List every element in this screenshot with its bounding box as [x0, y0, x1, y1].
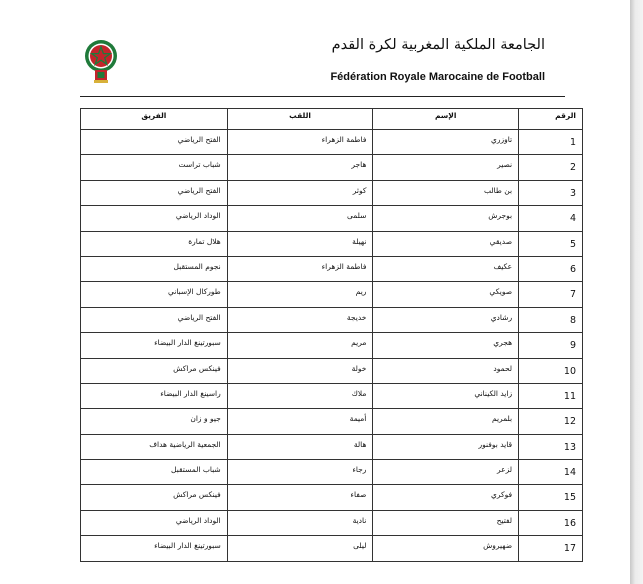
table-row	[81, 333, 583, 358]
cell-team: فينكس مراكش	[81, 358, 228, 383]
table-row	[81, 180, 583, 205]
cell-title: سلمى	[227, 206, 373, 231]
cell-number: 15	[519, 485, 583, 510]
cell-number: 4	[519, 206, 583, 231]
cell-title: أميمة	[227, 409, 373, 434]
table-row	[81, 358, 583, 383]
cell-name: قايد بوفنور	[373, 434, 519, 459]
cell-number: 8	[519, 307, 583, 332]
cell-number: 12	[519, 409, 583, 434]
federation-title-french: Fédération Royale Marocaine de Football	[330, 71, 545, 83]
table-body	[81, 130, 583, 562]
cell-team: الجمعية الرياضية هداف	[81, 434, 228, 459]
cell-number: 16	[519, 510, 583, 535]
cell-name: فوكري	[373, 485, 519, 510]
cell-number: 7	[519, 282, 583, 307]
frmf-crest-icon	[83, 39, 119, 85]
page-edge-shadow	[630, 0, 643, 584]
cell-title: ملاك	[227, 383, 373, 408]
column-header-team: الفريق	[81, 109, 228, 130]
table-row	[81, 256, 583, 281]
cell-team: نجوم المستقبل	[81, 256, 228, 281]
cell-name: لفتيح	[373, 510, 519, 535]
cell-title: فاطمة الزهراء	[227, 256, 373, 281]
cell-team: الفتح الرياضي	[81, 130, 228, 155]
column-header-title: اللقب	[227, 109, 373, 130]
table-header-row	[81, 109, 583, 130]
table-row	[81, 485, 583, 510]
table-row	[81, 409, 583, 434]
cell-name: بلمريم	[373, 409, 519, 434]
federation-title-arabic: الجامعة الملكية المغربية لكرة القدم	[331, 37, 545, 53]
cell-team: سبورتينغ الدار البيضاء	[81, 333, 228, 358]
table-row	[81, 155, 583, 180]
cell-name: بوجرش	[373, 206, 519, 231]
cell-title: هاجر	[227, 155, 373, 180]
cell-name: ضهيروش	[373, 536, 519, 561]
cell-title: نادية	[227, 510, 373, 535]
player-roster-table	[80, 108, 583, 562]
table-row	[81, 231, 583, 256]
cell-team: سبورتينغ الدار البيضاء	[81, 536, 228, 561]
cell-number: 9	[519, 333, 583, 358]
cell-title: كوثر	[227, 180, 373, 205]
cell-team: شباب تراست	[81, 155, 228, 180]
cell-name: نصير	[373, 155, 519, 180]
cell-title: مريم	[227, 333, 373, 358]
cell-title: ريم	[227, 282, 373, 307]
cell-number: 6	[519, 256, 583, 281]
cell-title: فاطمة الزهراء	[227, 130, 373, 155]
cell-team: الوداد الرياضي	[81, 206, 228, 231]
cell-name: تاوزري	[373, 130, 519, 155]
table-row	[81, 206, 583, 231]
cell-number: 5	[519, 231, 583, 256]
cell-title: خولة	[227, 358, 373, 383]
table-row	[81, 282, 583, 307]
cell-title: رجاء	[227, 460, 373, 485]
cell-name: عكيف	[373, 256, 519, 281]
cell-title: نهيلة	[227, 231, 373, 256]
cell-name: هجري	[373, 333, 519, 358]
column-header-number: الرقم	[519, 109, 583, 130]
cell-team: فينكس مراكش	[81, 485, 228, 510]
cell-team: شباب المستقبل	[81, 460, 228, 485]
cell-team: هلال تمارة	[81, 231, 228, 256]
cell-name: زايد الكيناني	[373, 383, 519, 408]
cell-team: راسينغ الدار البيضاء	[81, 383, 228, 408]
cell-title: خديجة	[227, 307, 373, 332]
table-row	[81, 307, 583, 332]
cell-team: طوركال الإسباني	[81, 282, 228, 307]
cell-team: الفتح الرياضي	[81, 307, 228, 332]
cell-title: هالة	[227, 434, 373, 459]
cell-team: جيو و زان	[81, 409, 228, 434]
cell-number: 14	[519, 460, 583, 485]
cell-name: صديقي	[373, 231, 519, 256]
cell-name: بن طالب	[373, 180, 519, 205]
cell-team: الفتح الرياضي	[81, 180, 228, 205]
table-row	[81, 536, 583, 561]
cell-name: رشادي	[373, 307, 519, 332]
table-row	[81, 130, 583, 155]
cell-number: 3	[519, 180, 583, 205]
cell-title: صفاء	[227, 485, 373, 510]
cell-number: 17	[519, 536, 583, 561]
cell-number: 10	[519, 358, 583, 383]
cell-number: 13	[519, 434, 583, 459]
header-divider	[80, 96, 565, 97]
table-row	[81, 383, 583, 408]
table-row	[81, 434, 583, 459]
cell-number: 11	[519, 383, 583, 408]
cell-name: صويكي	[373, 282, 519, 307]
cell-number: 1	[519, 130, 583, 155]
table-row	[81, 510, 583, 535]
cell-name: لحمود	[373, 358, 519, 383]
cell-name: لزعر	[373, 460, 519, 485]
cell-team: الوداد الرياضي	[81, 510, 228, 535]
table-row	[81, 460, 583, 485]
cell-number: 2	[519, 155, 583, 180]
cell-title: ليلى	[227, 536, 373, 561]
column-header-name: الإسم	[373, 109, 519, 130]
